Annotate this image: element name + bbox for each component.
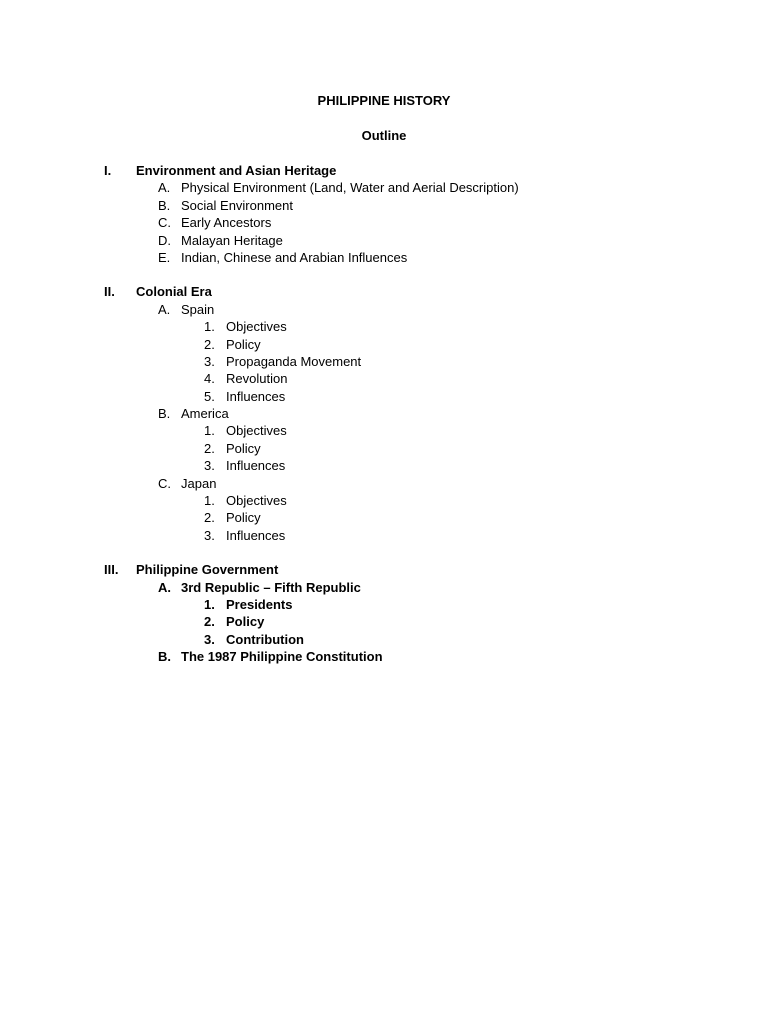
outline-subitem [0,318,768,335]
outline-label: Contribution [226,631,304,647]
outline-label: Presidents [226,596,293,612]
outline-subitem [0,353,768,370]
outline-item [0,197,768,214]
outline-label: Influences [226,527,286,543]
outline-item [0,405,768,422]
outline-number: 3. [204,631,215,647]
outline-number: II. [104,284,115,300]
outline-label: Influences [226,458,286,474]
outline-subitem [0,596,768,613]
outline-subitem [0,336,768,353]
outline-subitem [0,388,768,405]
outline-subitem [0,422,768,439]
outline-number: 4. [204,371,215,387]
outline-subitem [0,509,768,526]
outline-label: Influences [226,388,286,404]
outline-heading [0,162,768,179]
outline-label: Japan [181,475,217,491]
outline-label: Revolution [226,371,288,387]
outline-heading [0,283,768,300]
outline-label: Propaganda Movement [226,353,362,369]
outline-number: 1. [204,596,215,612]
document-title: PHILIPPINE HISTORY [317,93,451,108]
outline-item [0,475,768,492]
outline-number: E. [158,249,171,265]
outline-number: 2. [204,510,215,526]
outline-item [0,214,768,231]
outline-heading [0,561,768,578]
outline-section [0,162,768,266]
outline-label: Environment and Asian Heritage [136,163,337,178]
outline-number: B. [158,406,171,422]
outline-subitem [0,527,768,544]
outline-subitem [0,492,768,509]
outline-label: Policy [226,440,261,456]
outline-label: Policy [226,510,261,526]
outline-label: Spain [181,301,215,317]
outline-label: Early Ancestors [181,215,272,231]
outline-label: 3rd Republic – Fifth Republic [181,579,361,595]
outline-label: Objectives [226,423,287,439]
outline-item [0,579,768,596]
outline-subitem [0,370,768,387]
outline-label: Philippine Government [136,562,279,578]
outline-number: 1. [204,423,215,439]
outline-label: Objectives [226,319,287,335]
outline-number: 2. [204,440,215,456]
outline-number: III. [104,562,119,578]
outline-label: Malayan Heritage [181,232,283,248]
outline-label: America [181,406,229,422]
outline-label: Physical Environment (Land, Water and Aerial Description) [181,180,519,196]
outline-subitem [0,457,768,474]
outline-number: 1. [204,319,215,335]
outline-item [0,648,768,665]
outline-number: 2. [204,336,215,352]
outline-number: C. [158,475,171,491]
outline-number: 3. [204,527,215,543]
outline-number: I. [104,163,112,178]
outline-label: Objectives [226,493,287,509]
outline-subitem [0,613,768,630]
outline-number: A. [158,579,171,595]
outline-number: 1. [204,493,215,509]
outline-subitem [0,631,768,648]
outline-number: 5. [204,388,215,404]
outline-item [0,249,768,266]
outline-label: Colonial Era [136,284,212,300]
outline [0,162,768,683]
outline-label: Policy [226,614,265,630]
outline-label: Social Environment [181,197,293,213]
outline-item [0,179,768,196]
outline-item [0,232,768,249]
outline-number: B. [158,197,171,213]
outline-section [0,283,768,544]
outline-label: The 1987 Philippine Constitution [181,649,383,665]
outline-label: Indian, Chinese and Arabian Influences [181,249,408,265]
outline-number: 2. [204,614,215,630]
outline-number: 3. [204,458,215,474]
outline-item [0,301,768,318]
outline-number: A. [158,180,171,196]
outline-number: C. [158,215,171,231]
outline-section [0,561,768,665]
outline-subitem [0,440,768,457]
outline-number: A. [158,301,171,317]
document-subtitle: Outline [361,128,407,143]
outline-number: D. [158,232,171,248]
outline-number: B. [158,649,171,665]
outline-number: 3. [204,353,215,369]
outline-label: Policy [226,336,261,352]
